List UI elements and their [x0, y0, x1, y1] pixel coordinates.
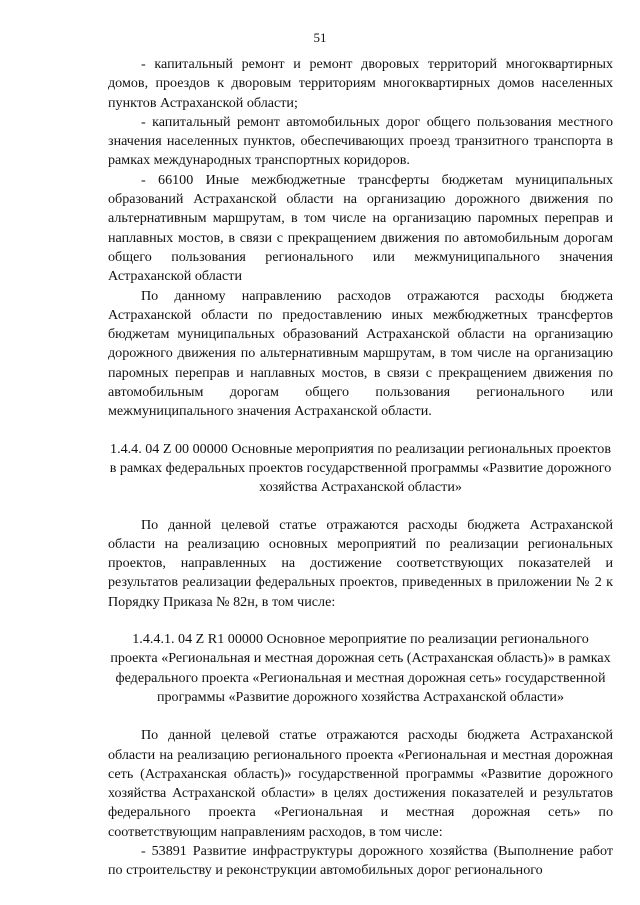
paragraph-53891-infrastructure: - 53891 Развитие инфраструктуры дорожного хозяйства (Выполнение работ по строительству и реконструкции автомобильных дорог регионального [108, 842, 613, 879]
paragraph-66100-transfers: - 66100 Иные межбюджетные трансферты бюджетам муниципальных образований Астраханской области на организацию дорожного движения по альтернативным маршрутам, в том числе на организацию паромных переправ и наплавных мостов, в связи с прекращением движения по автомобильным дорогам общего пользования регионального или межмуниципального значения Астраханской области [108, 171, 613, 285]
paragraph-target-article-regional-project: По данной целевой статье отражаются расходы бюджета Астраханской области на реализацию регионального проекта «Региональная и местная дорожная сеть (Астраханская область)» государственной программы «Развитие дорожного хозяйства Астраханской области» в целях достижения показателей и результатов федерального проекта «Региональная и местная дорожная сеть» по соответствующим направлениям расходов, в том числе: [108, 727, 613, 840]
section-heading-1-4-4-1: 1.4.4.1. 04 Z R1 00000 Основное мероприятие по реализации регионального проекта «Региональная и местная дорожная сеть (Астраханская область)» в рамках федерального проекта «Региональная и местная дорожная сеть» государственной программы «Развитие дорожного хозяйства Астраханской области» [110, 631, 611, 705]
paragraph-target-article-main-measures: По данной целевой статье отражаются расходы бюджета Астраханской области на реализацию основных мероприятий по реализации региональных проектов, направленных на достижение соответствующих показателей и результатов реализации федеральных проектов, приведенных в приложении № 2 к Порядку Приказа № 82н, в том числе: [108, 516, 613, 610]
spacer [108, 422, 613, 440]
spacer [108, 612, 613, 630]
paragraph-repair-courtyards: - капитальный ремонт и ремонт дворовых территорий многоквартирных домов, проездов к дворовым территориям многоквартирных домов населенных пунктов Астраханской области; [108, 56, 613, 111]
spacer [108, 707, 613, 726]
paragraph-direction-expenses: По данному направлению расходов отражаются расходы бюджета Астраханской области по предоставлению иных межбюджетных трансфертов бюджетам муниципальных образований Астраханской области на организацию дорожного движения по альтернативным маршрутам, в том числе на организацию паромных переправ и наплавных мостов, в связи с прекращением движения по автомобильным дорогам общего пользования регионального или межмуниципального значения Астраханской области. [108, 287, 613, 420]
spacer [108, 498, 613, 516]
page-number: 51 [313, 30, 327, 45]
page-body [108, 55, 613, 881]
section-heading-1-4-4: 1.4.4. 04 Z 00 00000 Основные мероприятия по реализации региональных проектов в рамках федеральных проектов государственной программы «Развитие дорожного хозяйства Астраханской области» [109, 440, 612, 496]
paragraph-repair-roads: - капитальный ремонт автомобильных дорог общего пользования местного значения населенных пунктов, обеспечивающих проезд транзитного транспорта в рамках международных транспортных коридоров. [108, 113, 613, 169]
